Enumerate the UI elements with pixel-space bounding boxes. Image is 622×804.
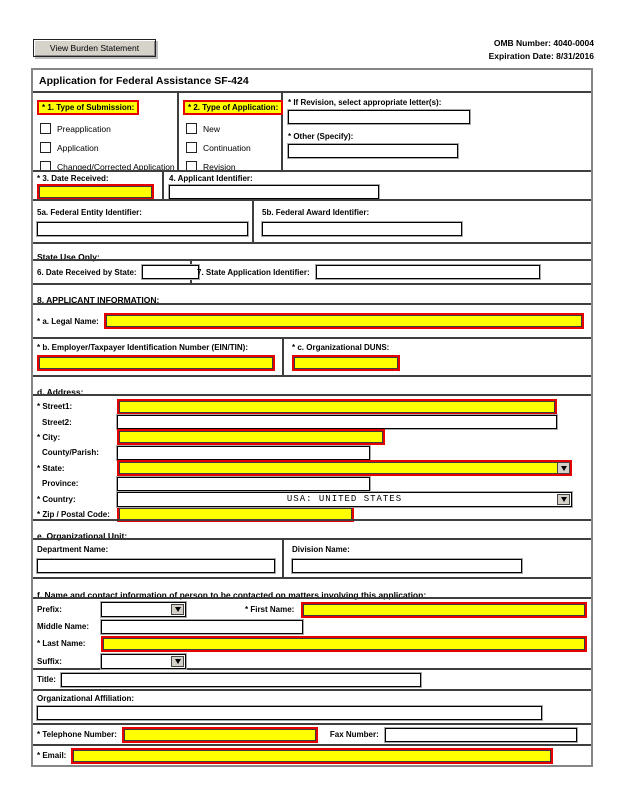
federal-entity-identifier-input[interactable] — [37, 222, 248, 236]
department-name-label: Department Name: — [37, 545, 109, 554]
province-input[interactable] — [117, 477, 370, 491]
suffix-label: Suffix: — [37, 656, 62, 666]
view-burden-statement-button[interactable]: View Burden Statement — [33, 39, 156, 57]
province-line — [37, 476, 591, 491]
ein-label: * b. Employer/Taxpayer Identification Number (EIN/TIN): — [37, 343, 248, 352]
type-row — [33, 91, 591, 170]
address-header: d. Address: — [37, 387, 84, 397]
option-label-new: New — [203, 123, 221, 134]
type-of-submission-section — [33, 93, 179, 170]
state-application-identifier-label: 7. State Application Identifier: — [197, 267, 310, 277]
checkbox-continuation[interactable] — [186, 142, 197, 153]
legal-name-label: * a. Legal Name: — [37, 316, 99, 326]
federal-entity-identifier-label: 5a. Federal Entity Identifier: — [37, 208, 142, 217]
address-block — [33, 394, 591, 519]
option-preapplication — [40, 123, 177, 134]
other-specify-input[interactable] — [288, 144, 458, 158]
state-line — [37, 461, 591, 476]
duns-label: * c. Organizational DUNS: — [292, 343, 390, 352]
applicant-information-header-row — [33, 283, 591, 303]
street2-label: Street2: — [42, 417, 72, 427]
email-row — [33, 744, 591, 765]
email-label: * Email: — [37, 751, 67, 760]
applicant-information-header: 8. APPLICANT INFORMATION: — [37, 295, 160, 305]
prefix-label: Prefix: — [37, 605, 62, 615]
title-label: Title: — [37, 675, 56, 684]
state-application-identifier-cell — [192, 261, 591, 283]
option-label-changed-corrected: Changed/Corrected Application — [57, 161, 175, 172]
contact-header-row — [33, 577, 591, 600]
state-application-identifier-input[interactable] — [316, 265, 540, 279]
expiration-date: Expiration Date: 8/31/2016 — [488, 51, 594, 61]
last-name-input[interactable] — [101, 636, 587, 652]
federal-award-cell — [254, 201, 591, 242]
contact-name-block — [33, 597, 591, 668]
division-name-label: Division Name: — [292, 545, 350, 554]
date-received-input[interactable] — [37, 184, 154, 200]
duns-input[interactable] — [292, 355, 400, 371]
option-new — [186, 123, 281, 134]
department-name-input[interactable] — [37, 559, 275, 573]
option-label-continuation: Continuation — [203, 142, 251, 153]
division-name-input[interactable] — [292, 559, 522, 573]
organizational-affiliation-row — [33, 689, 591, 723]
federal-identifier-row — [33, 199, 591, 242]
dropdown-arrow-icon[interactable] — [557, 462, 570, 474]
middle-name-line — [37, 618, 587, 635]
ein-duns-row — [33, 337, 591, 375]
address-header-row — [33, 375, 591, 397]
organizational-affiliation-label: Organizational Affiliation: — [37, 694, 135, 703]
date-received-label: * 3. Date Received: — [37, 174, 109, 183]
omb-info — [489, 37, 594, 63]
option-label-revision: Revision — [203, 161, 236, 172]
revision-letter-input[interactable] — [288, 110, 470, 124]
title-input[interactable] — [61, 673, 421, 687]
organizational-affiliation-input[interactable] — [37, 706, 542, 720]
checkbox-preapplication[interactable] — [40, 123, 51, 134]
prefix-firstname-line — [37, 601, 587, 618]
department-cell — [33, 540, 284, 577]
street1-label: * Street1: — [37, 402, 73, 412]
dropdown-arrow-icon[interactable] — [171, 604, 184, 615]
state-row — [33, 259, 591, 283]
last-name-label: * Last Name: — [37, 639, 86, 649]
form-title: Application for Federal Assistance SF-424 — [39, 74, 249, 87]
email-input[interactable] — [71, 748, 553, 764]
middle-name-label: Middle Name: — [37, 622, 90, 632]
county-line — [37, 445, 591, 460]
dropdown-arrow-icon[interactable] — [557, 494, 570, 505]
legal-name-input[interactable] — [104, 313, 584, 329]
state-use-only-header: State Use Only: — [37, 252, 100, 262]
date-received-cell — [33, 172, 164, 199]
form-title-row — [33, 70, 591, 91]
division-cell — [284, 540, 591, 577]
dropdown-arrow-icon[interactable] — [171, 656, 184, 667]
omb-number: OMB Number: 4040-0004 — [493, 38, 594, 48]
type-of-application-label: * 2. Type of Application: — [183, 100, 283, 115]
city-line — [37, 430, 591, 445]
middle-name-input[interactable] — [101, 620, 303, 634]
option-label-preapplication: Preapplication — [57, 123, 111, 134]
date-received-by-state-cell — [33, 261, 192, 283]
checkbox-application[interactable] — [40, 142, 51, 153]
option-continuation — [186, 142, 281, 153]
street1-line — [37, 399, 591, 414]
street1-input[interactable] — [117, 399, 557, 415]
federal-award-identifier-label: 5b. Federal Award Identifier: — [262, 208, 370, 217]
county-parish-input[interactable] — [117, 446, 370, 460]
revision-section — [283, 93, 591, 170]
fax-number-label: Fax Number: — [329, 730, 379, 739]
option-application — [40, 142, 177, 153]
street2-line — [37, 414, 591, 429]
first-name-label: * First Name: — [245, 605, 295, 615]
sf424-form — [31, 68, 593, 767]
fax-number-input[interactable] — [385, 728, 577, 742]
ein-cell — [33, 339, 284, 375]
suffix-select[interactable] — [101, 654, 186, 669]
other-specify-label: * Other (Specify): — [288, 132, 354, 141]
country-label: * Country: — [37, 494, 76, 504]
type-of-submission-label: * 1. Type of Submission: — [37, 100, 139, 115]
phone-fax-row — [33, 723, 591, 744]
first-name-input[interactable] — [301, 602, 587, 618]
country-value: USA: UNITED STATES — [286, 494, 403, 505]
telephone-number-input[interactable] — [122, 727, 318, 743]
federal-entity-cell — [33, 201, 254, 242]
legal-name-row — [33, 303, 591, 337]
organizational-unit-header-row — [33, 519, 591, 541]
option-label-application: Application — [57, 142, 99, 153]
country-line — [37, 491, 591, 506]
organizational-unit-header: e. Organizational Unit: — [37, 531, 128, 541]
date-received-row — [33, 170, 591, 199]
zip-postal-code-label: * Zip / Postal Code: — [37, 509, 110, 519]
department-division-row — [33, 538, 591, 577]
country-select[interactable] — [117, 492, 572, 507]
revision-letter-label: * If Revision, select appropriate letter(s): — [288, 98, 442, 107]
date-received-by-state-label: 6. Date Received by State: — [37, 267, 137, 277]
province-label: Province: — [42, 479, 79, 489]
state-use-only-row — [33, 242, 591, 262]
state-label: * State: — [37, 463, 65, 473]
county-parish-label: County/Parish: — [42, 448, 99, 458]
ein-input[interactable] — [37, 355, 275, 371]
city-label: * City: — [37, 432, 61, 442]
applicant-identifier-input[interactable] — [169, 185, 379, 199]
telephone-number-label: * Telephone Number: — [37, 730, 117, 739]
city-input[interactable] — [117, 429, 385, 445]
duns-cell — [284, 339, 591, 375]
date-received-by-state-input[interactable] — [142, 265, 199, 279]
federal-award-identifier-input[interactable] — [262, 222, 462, 236]
prefix-select[interactable] — [101, 602, 186, 617]
applicant-identifier-label: 4. Applicant Identifier: — [169, 174, 253, 183]
checkbox-new[interactable] — [186, 123, 197, 134]
applicant-identifier-cell — [164, 172, 591, 199]
title-row — [33, 668, 591, 689]
state-select[interactable] — [117, 460, 572, 476]
street2-input[interactable] — [117, 415, 557, 429]
type-of-application-section — [179, 93, 283, 170]
last-name-line — [37, 635, 587, 652]
contact-header: f. Name and contact information of person to be contacted on matters involving this application: — [37, 590, 427, 600]
